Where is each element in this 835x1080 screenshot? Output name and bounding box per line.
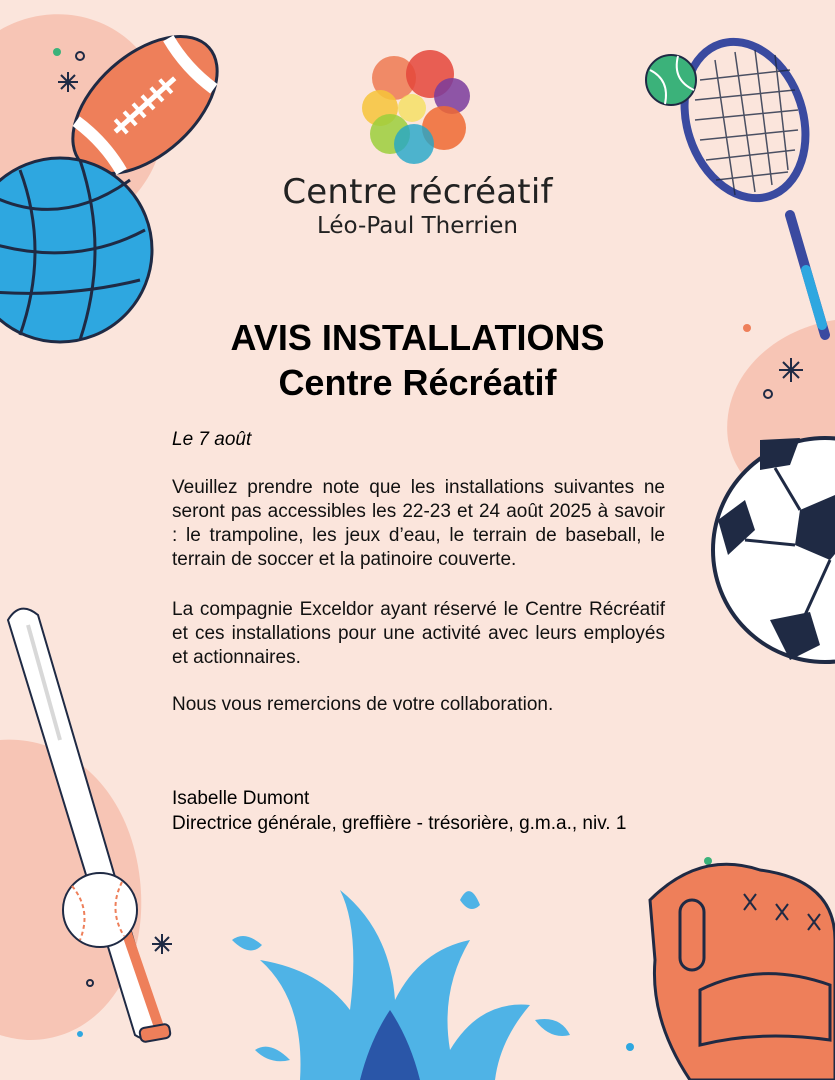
- soccer-ball-icon: [713, 438, 835, 662]
- organization-name: Centre récréatif: [282, 172, 553, 212]
- dot-bottom-right: [704, 857, 712, 865]
- sparkle-top-left: [58, 72, 78, 92]
- notice-title: AVIS INSTALLATIONS: [230, 317, 605, 358]
- notice-paragraph-1: Veuillez prendre note que les installations suivantes ne seront pas accessibles les 22-23 et 24 août 2025 à savoir : le trampoline, les jeux d’eau, le terrain de baseball, le terrain de soccer et la patinoire couverte.: [172, 477, 665, 570]
- sparkle-bottom-left: [152, 934, 172, 954]
- signature-name: Isabelle Dumont: [172, 788, 310, 809]
- dot-top-left: [53, 48, 61, 56]
- logo-circles-icon: [352, 46, 482, 176]
- water-splash-icon: [232, 890, 570, 1080]
- signature-title: Directrice générale, greffière - trésorière, g.m.a., niv. 1: [172, 813, 627, 834]
- dot-bottom-right2: [626, 1043, 634, 1051]
- notice-subtitle: Centre Récréatif: [278, 362, 557, 403]
- notice-paragraph-2: La compagnie Exceldor ayant réservé le Centre Récréatif et ces installations pour une activité avec leurs employés et actionnaires.: [172, 599, 665, 668]
- notice-paragraph-3: Nous vous remercions de votre collaboration.: [172, 694, 554, 715]
- organization-subname: Léo-Paul Therrien: [317, 213, 518, 239]
- baseball-glove-icon: [650, 864, 835, 1080]
- baseball-icon: [63, 873, 137, 947]
- notice-date: Le 7 août: [172, 429, 252, 450]
- tennis-ball-icon: [646, 55, 696, 105]
- dot-bottom-left: [77, 1031, 83, 1037]
